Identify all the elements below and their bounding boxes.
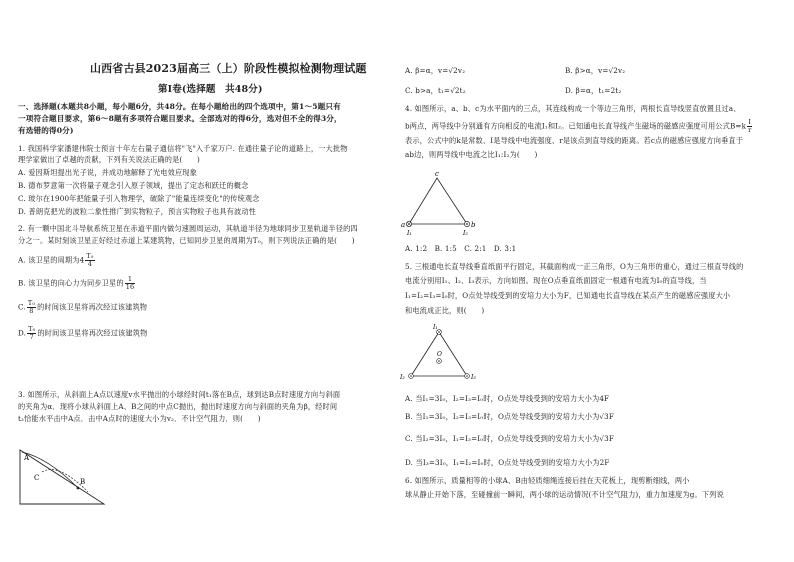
q2-option-a: A. 该卫星的周期为4 $\frac{\text{T₀}}{4}$ bbox=[18, 252, 94, 268]
point-b bbox=[77, 487, 80, 490]
q5-triangle-figure bbox=[399, 324, 479, 386]
label-i1: I₁ bbox=[407, 230, 412, 236]
label-i2: I₂ bbox=[463, 230, 468, 236]
q4-stem-line1: 4. 如图所示，a、b、c为水平面内的三点，其连线构成一个等边三角形，两根长直导线竖直放置且过a、 bbox=[405, 104, 741, 113]
q2-option-a-fraction: $\frac{\text{T₀}}{4}$ bbox=[86, 252, 94, 268]
section-instructions-line3: 有选错的得0分) bbox=[18, 126, 74, 135]
q1-option-d: D. 普朗克把光的波粒二象性推广到实物粒子，预言实物粒子也具有波动性 bbox=[18, 207, 256, 216]
page-title: 山西省古县2023届高三（上）阶段性模拟检测物理试题 bbox=[90, 62, 367, 75]
label-i2: I₂ bbox=[400, 374, 405, 381]
label-a: A bbox=[24, 454, 30, 462]
q3-stem-line1: 3. 如图所示，从斜面上A点以速度v水平抛出的小球经时间t₁落在B点，球到达B点时速度方向与斜面 bbox=[18, 390, 341, 399]
dot-out-of-page-icon bbox=[410, 375, 412, 377]
section-instructions-line2: 一项符合题目要求，第6～8题有多项符合题目要求。全部选对的得6分，选对但不全的得3分， bbox=[18, 114, 342, 123]
trajectory-ab bbox=[22, 452, 78, 488]
label-o: O bbox=[437, 351, 442, 358]
incline-triangle bbox=[20, 450, 104, 504]
q2-stem-line2: 分之一。某时刻该卫星正好经过赤道上某建筑物，已知同步卫星的周期为T₀，则下列说法正确的是( ) bbox=[18, 236, 355, 245]
q5-stem-line2: 电流分别用I₁、I₂、I₃表示，方向如图。现在O点垂直纸面固定一根通有电流为I₀的直导线，当 bbox=[405, 276, 707, 285]
label-i1: I₁ bbox=[433, 324, 438, 331]
label-c: c bbox=[435, 170, 439, 178]
q3-option-a: A. β=α，v=√2v₂ bbox=[405, 66, 466, 75]
q4-stem-line2: b两点，两导线中分别通有方向相反的电流I₁和I₂。已知通电长直导线产生磁场的磁感应强度可用公式B=k $\frac{I}{r}$ bbox=[405, 118, 752, 134]
volume-title: 第Ⅰ卷(选择题 共48分) bbox=[158, 84, 263, 95]
label-c: C bbox=[34, 474, 40, 482]
q4-formula-fraction: $\frac{I}{r}$ bbox=[748, 118, 752, 134]
q3-stem-line2: 的夹角为α．现将小球从斜面上A、B之间的中点C抛出，抛出时速度方向与斜面的夹角为β，经时间 bbox=[18, 402, 338, 411]
q6-stem-line1: 6. 如图所示，质量相等的小球A、B由轻质细绳连接后挂在天花板上，现剪断细线，两小 bbox=[405, 476, 690, 485]
q4-options: A. 1:2 B. 1:5 C. 2:1 D. 3:1 bbox=[405, 244, 517, 253]
q3-option-c: C. b>a，t₁=√2t₂ bbox=[405, 86, 466, 95]
label-b: B bbox=[80, 478, 86, 486]
q1-option-c: C. 玻尔在1900年把能量子引入物理学，破除了"能量连续变化"的传统观念 bbox=[18, 194, 260, 203]
label-b: b bbox=[471, 221, 476, 229]
q4-triangle-figure bbox=[401, 170, 481, 236]
section-instructions-line1: 一、选择题(本题共8小题，每小题6分，共48分。在每小题给出的四个选项中，第1～5题只有 bbox=[18, 102, 341, 111]
label-i3: I₃ bbox=[471, 374, 476, 381]
dot-out-of-page-icon bbox=[466, 223, 468, 225]
q2-option-c: C. $\frac{\text{T₀}}{8}$ 的时间该卫星将再次经过该建筑物 bbox=[18, 299, 148, 315]
q2-option-b: B. 该卫星的向心力为同步卫星的 $\frac{1}{16}$ bbox=[18, 275, 135, 291]
q3-option-b: B. β>α，v=√2v₂ bbox=[565, 66, 626, 75]
q2-option-c-fraction: $\frac{\text{T₀}}{8}$ bbox=[27, 299, 36, 315]
q2-option-d-fraction: $\frac{\text{T₀}}{7}$ bbox=[28, 325, 36, 341]
q2-option-b-fraction: $\frac{1}{16}$ bbox=[125, 275, 135, 291]
q5-option-b: B. 当I₁=3I₀，I₂=I₃=I₀时，O点处导线受到的安培力大小为√3F bbox=[405, 412, 615, 421]
q4-stem-line4: ab边，则两导线中电流之比I₁:I₂为( ) bbox=[405, 150, 538, 159]
q2-stem-line1: 2. 有一颗中国北斗导航系统卫星在赤道平面内做匀速圆周运动，其轨道半径为地球同步卫星轨道半径的四 bbox=[18, 224, 358, 233]
q5-option-c: C. 当I₂=3I₀，I₁=I₃=I₀时，O点处导线受到的安培力大小为√3F bbox=[405, 434, 614, 443]
q4-stem-line3: 表示，公式中的k是常数、I是导线中电流强度、r是该点到直导线的距离。若c点的磁感应强度方向垂直于 bbox=[405, 136, 744, 145]
q5-option-a: A. 当I₁=3I₀，I₂=I₃=I₀时，O点处导线受到的安培力大小为4F bbox=[405, 394, 610, 403]
q1-option-a: A. 爱因斯坦提出光子说，并成功地解释了光电效应现象 bbox=[18, 168, 197, 177]
q3-option-d: D. β=α，t₁=2t₂ bbox=[565, 86, 622, 95]
q6-stem-line2: 球从静止开始下落，至碰撞前一瞬间，两小球的运动情况(不计空气阻力)，重力加速度为g。下列说 bbox=[405, 490, 724, 499]
triangle-abc bbox=[409, 178, 467, 224]
q5-option-d: D. 当I₃=3I₀，I₁=I₂=I₀时，O点处导线受到的安培力大小为2F bbox=[405, 458, 610, 467]
q5-stem-line1: 5. 三根通电长直导线垂直纸面平行固定，其截面构成一正三角形，O为三角形的重心，通过三根直导线的 bbox=[405, 262, 744, 271]
dot-out-of-page-icon bbox=[438, 360, 440, 362]
q3-incline-figure bbox=[18, 448, 108, 506]
label-a: a bbox=[401, 221, 406, 229]
q1-option-b: B. 德布罗意第一次将量子观念引入原子领域，提出了定态和跃迁的概念 bbox=[18, 181, 249, 190]
q5-stem-line4: 和电流成正比，则( ) bbox=[405, 306, 485, 315]
dot-out-of-page-icon bbox=[466, 375, 468, 377]
q5-stem-line3: I₁=I₂=I₃=I₀时，O点处导线受到的安培力大小为F，已知通电长直导线在某点产生的磁感应强度大小 bbox=[405, 291, 731, 300]
q3-stem-line3: t₂恰能水平击中A点．击中A点时的速度大小为v₂．不计空气阻力．则( ) bbox=[18, 414, 261, 423]
q1-stem-line2: 理学家做出了卓越的贡献，下列有关说法正确的是( ) bbox=[18, 155, 201, 164]
q2-option-d: D. $\frac{\text{T₀}}{7}$ 的时间该卫星将再次经过该建筑物 bbox=[18, 325, 148, 341]
q1-stem-line1: 1. 我国科学家潘建伟院士预言十年左右量子通信将"飞"入千家万户. 在通往量子论的道路上，一大批物 bbox=[18, 144, 348, 153]
